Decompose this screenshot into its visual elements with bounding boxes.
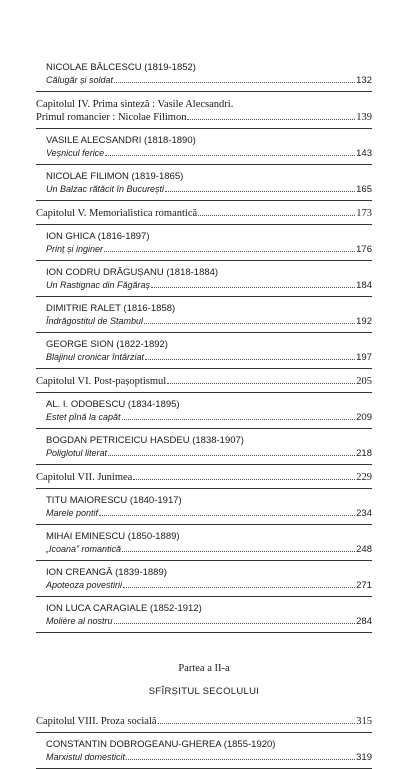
work-title-text: Veșnicul ferice <box>46 148 105 158</box>
author-name: ION CREANGĂ (1839-1889) <box>46 567 167 578</box>
author-entry <box>36 339 372 369</box>
author-name: BOGDAN PETRICEICU HASDEU (1838-1907) <box>46 435 244 446</box>
toc-row <box>46 147 372 160</box>
work-title <box>36 507 372 520</box>
page-number: 143 <box>356 148 372 159</box>
toc-row <box>46 507 372 520</box>
toc-row <box>36 207 372 220</box>
chapter-entry <box>36 207 372 225</box>
page-number: 184 <box>356 280 372 291</box>
work-title <box>36 751 372 764</box>
toc-row <box>46 243 372 256</box>
work-title <box>36 74 372 87</box>
separator-line <box>36 368 372 369</box>
dot-leader <box>144 323 355 324</box>
dot-leader <box>122 419 356 420</box>
separator-line <box>36 632 372 633</box>
page-number: 132 <box>356 75 372 86</box>
chapter-title-line: Capitolul VIII. Proza socială <box>36 716 157 727</box>
chapter-title-line: Capitolul IV. Prima sinteză : Vasile Alecsandri. <box>36 99 234 110</box>
separator-line <box>36 392 372 393</box>
author-name: ION GHICA (1816-1897) <box>46 231 150 242</box>
work-title <box>36 447 372 460</box>
toc-row <box>46 74 372 87</box>
chapter-title-line: Primul romancier : Nicolae Filimon <box>36 112 187 123</box>
author-entry <box>36 62 372 92</box>
author-entry <box>36 171 372 201</box>
author-name: AL. I. ODOBESCU (1834-1895) <box>46 399 180 410</box>
dot-leader <box>133 479 355 480</box>
page-number: 284 <box>356 616 372 627</box>
work-title-text: Un Rastignac din Făgăraș <box>46 280 151 290</box>
separator-line <box>36 560 372 561</box>
separator-line <box>36 524 372 525</box>
dot-leader <box>104 251 355 252</box>
page-number: 209 <box>356 412 372 423</box>
chapter-entry <box>36 375 372 393</box>
toc-row <box>46 543 372 556</box>
dot-leader <box>114 623 356 624</box>
separator-line <box>36 428 372 429</box>
toc-row <box>46 447 372 460</box>
author-entry <box>36 531 372 561</box>
author-name: GEORGE SION (1822-1892) <box>46 339 168 350</box>
author-name: ION LUCA CARAGIALE (1852-1912) <box>46 603 202 614</box>
author-name: MIHAI EMINESCU (1850-1889) <box>46 531 180 542</box>
separator-line <box>36 224 372 225</box>
work-title <box>36 279 372 292</box>
chapter-heading <box>36 471 372 484</box>
separator-line <box>36 332 372 333</box>
author-entry <box>36 739 372 769</box>
separator-line <box>36 732 372 733</box>
author-name: NICOLAE FILIMON (1819-1865) <box>46 171 184 182</box>
chapter-heading <box>36 98 372 124</box>
work-title <box>36 615 372 628</box>
dot-leader <box>198 215 355 216</box>
work-title-text: Prinț și inginer <box>46 244 104 254</box>
page-number: 271 <box>356 580 372 591</box>
author-entry <box>36 495 372 525</box>
author-name: NICOLAE BĂLCESCU (1819-1852) <box>46 62 196 73</box>
dot-leader <box>165 191 355 192</box>
toc-row <box>46 315 372 328</box>
work-title <box>36 243 372 256</box>
work-title <box>36 543 372 556</box>
page-number: 248 <box>356 544 372 555</box>
dot-leader <box>126 759 355 760</box>
author-name: ION CODRU DRĂGUȘANU (1818-1884) <box>46 267 219 278</box>
author-entry <box>36 303 372 333</box>
chapter-entry <box>36 98 372 129</box>
chapter-heading <box>36 715 372 728</box>
toc-row <box>46 579 372 592</box>
page-number: 192 <box>356 316 372 327</box>
work-title-text: „Icoana” romantică <box>46 544 122 554</box>
author-name: CONSTANTIN DOBROGEANU-GHEREA (1855-1920) <box>46 739 276 750</box>
section-heading: SFÎRȘITUL SECOLULUI <box>148 686 260 697</box>
dot-leader <box>187 119 355 120</box>
dot-leader <box>167 383 355 384</box>
toc-row <box>46 751 372 764</box>
page-number: 165 <box>356 184 372 195</box>
separator-line <box>36 200 372 201</box>
work-title <box>36 579 372 592</box>
separator-line <box>36 91 372 92</box>
toc-second-part <box>36 715 372 769</box>
page-number: 176 <box>356 244 372 255</box>
page-number: 218 <box>356 448 372 459</box>
dot-leader <box>123 587 355 588</box>
page-number: 315 <box>356 716 372 727</box>
work-title-text: Marele pontif <box>46 508 99 518</box>
toc-row <box>36 715 372 728</box>
work-title <box>36 351 372 364</box>
dot-leader <box>108 455 355 456</box>
work-title-text: Blajinul cronicar întârziat <box>46 352 145 362</box>
chapter-entry <box>36 471 372 489</box>
separator-line <box>36 128 372 129</box>
page-number: 205 <box>356 376 372 387</box>
dot-leader <box>158 723 356 724</box>
toc-row <box>36 471 372 484</box>
work-title <box>36 411 372 424</box>
work-title-text: Apoteoza povestirii <box>46 580 123 590</box>
toc-row <box>46 411 372 424</box>
work-title-text: Îndrăgostitul de Stambul <box>46 316 144 326</box>
page-number: 234 <box>356 508 372 519</box>
part-heading: Partea a II-a <box>178 663 230 674</box>
separator-line <box>36 464 372 465</box>
author-name: VASILE ALECSANDRI (1818-1890) <box>46 135 196 146</box>
chapter-heading <box>36 375 372 388</box>
page-number: 139 <box>356 112 372 123</box>
page-number: 173 <box>356 208 372 219</box>
dot-leader <box>114 82 355 83</box>
dot-leader <box>122 551 355 552</box>
work-title <box>36 183 372 196</box>
toc-row <box>46 351 372 364</box>
work-title <box>36 147 372 160</box>
toc-first-part <box>36 62 372 633</box>
table-of-contents <box>36 56 372 769</box>
work-title-text: Molière al nostru <box>46 616 113 626</box>
author-entry <box>36 603 372 633</box>
separator-line <box>36 596 372 597</box>
author-entry <box>36 267 372 297</box>
author-entry <box>36 135 372 165</box>
page-number: 197 <box>356 352 372 363</box>
author-entry <box>36 399 372 429</box>
toc-row <box>36 111 372 124</box>
separator-line <box>36 488 372 489</box>
toc-row <box>36 375 372 388</box>
page-number: 319 <box>356 752 372 763</box>
dot-leader <box>105 155 355 156</box>
separator-line <box>36 260 372 261</box>
author-entry <box>36 567 372 597</box>
dot-leader <box>99 515 355 516</box>
work-title-text: Un Balzac rătăcit în București <box>46 184 165 194</box>
dot-leader <box>151 287 355 288</box>
page-number: 229 <box>356 472 372 483</box>
separator-line <box>36 164 372 165</box>
author-entry <box>36 435 372 465</box>
toc-row <box>46 615 372 628</box>
work-title-text: Poliglotul literat <box>46 448 108 458</box>
author-name: TITU MAIORESCU (1840-1917) <box>46 495 182 506</box>
work-title-text: Marxistul domesticit <box>46 752 126 762</box>
work-title <box>36 315 372 328</box>
author-entry <box>36 231 372 261</box>
chapter-title-line: Capitolul VI. Post-pașoptismul <box>36 376 167 387</box>
toc-row <box>46 183 372 196</box>
chapter-title-line: Capitolul VII. Junimea <box>36 472 133 483</box>
chapter-title-line: Capitolul V. Memorialistica romantică <box>36 208 198 219</box>
dot-leader <box>145 359 355 360</box>
toc-row <box>46 279 372 292</box>
chapter-heading <box>36 207 372 220</box>
work-title-text: Călugăr și soldat <box>46 75 114 85</box>
chapter-entry <box>36 715 372 733</box>
separator-line <box>36 296 372 297</box>
author-name: DIMITRIE RALET (1816-1858) <box>46 303 176 314</box>
work-title-text: Estet pînă la capăt <box>46 412 121 422</box>
